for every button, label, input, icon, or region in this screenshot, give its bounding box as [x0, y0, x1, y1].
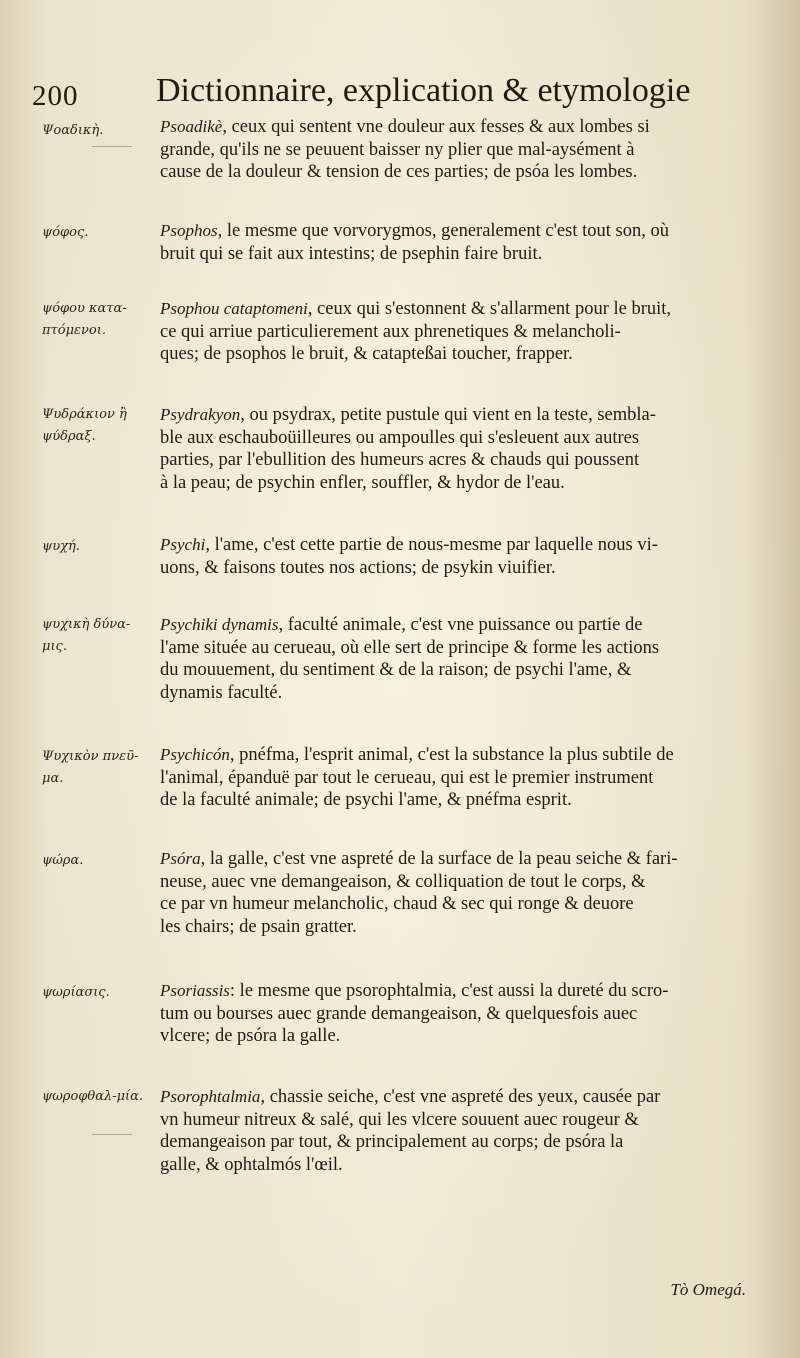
definition-line: Psychiki dynamis, faculté animale, c'est vne puissance ou partie de	[160, 615, 643, 635]
definition-line: dynamis faculté.	[160, 682, 283, 703]
definition-line: parties, par l'ebullition des humeurs acres & chauds qui poussent	[160, 450, 640, 470]
definition-line: vlcere; de psóra la galle.	[160, 1026, 341, 1046]
entry-definition	[160, 614, 752, 704]
greek-term: ψόφου κατα-πτόμενοι.	[42, 301, 127, 338]
headword: Psóra	[160, 849, 201, 868]
greek-term: Ψυχικὸν πνεῦ-μα.	[42, 749, 139, 786]
entry-definition	[160, 404, 752, 494]
entry-definition	[160, 534, 752, 579]
definition-line: du mouuement, du sentiment & de la raison; de psychi l'ame, &	[160, 660, 632, 680]
page-number: 200	[32, 80, 79, 112]
definition-line: neuse, auec vne demangeaison, & colliquation de tout le corps, &	[160, 871, 646, 892]
definition-line: ble aux eschauboüilleures ou ampoulles qui s'esleuent aux autres	[160, 427, 640, 448]
definition-line: ce qui arriue particulierement aux phrenetiques & melancholi-	[160, 321, 621, 342]
definition-line: Psophos, le mesme que vorvorygmos, generalement c'est tout son, où	[160, 221, 669, 241]
greek-term: ψώρα.	[42, 853, 84, 868]
definition-line: ce par vn humeur melancholic, chaud & sec qui ronge & deuore	[160, 894, 634, 914]
definition-line: uons, & faisons toutes nos actions; de psykin viuifier.	[160, 557, 556, 578]
greek-term: Ψυδράκιον ἢ ψύδραξ.	[42, 407, 127, 444]
definition-line: Psoriassis: le mesme que psorophtalmia, c'est aussi la dureté du scro-	[160, 981, 669, 1001]
definition-line: à la peau; de psychin enfler, souffler, & hydor de l'eau.	[160, 472, 565, 493]
definition-line: galle, & ophtalmós l'œil.	[160, 1154, 343, 1175]
headword: Psophos	[160, 221, 218, 240]
headword: Psoadikè	[160, 117, 223, 136]
definition-line: cause de la douleur & tension de ces parties; de psóa les lombes.	[160, 162, 638, 182]
greek-term: ψωροφθαλ-μία.	[42, 1089, 144, 1104]
definition-line: Psophou cataptomeni, ceux qui s'estonnent & s'allarment pour le bruit,	[160, 299, 672, 319]
catchword: Tò Omegá.	[670, 1280, 746, 1299]
definition-line: Psoadikè, ceux qui sentent vne douleur aux fesses & aux lombes si	[160, 117, 650, 137]
definition-line: Psychi, l'ame, c'est cette partie de nous-mesme par laquelle nous vi-	[160, 535, 658, 555]
headword: Psydrakyon	[160, 405, 241, 424]
definition-line: les chairs; de psain gratter.	[160, 916, 357, 937]
greek-term: Ψοαδικὴ.	[42, 123, 104, 138]
headword: Psychiki dynamis	[160, 615, 279, 634]
greek-term: ψόφος.	[42, 225, 89, 240]
entry-definition	[160, 744, 752, 812]
entry-definition	[160, 848, 752, 938]
definition-line: de la faculté animale; de psychi l'ame, & pnéfma esprit.	[160, 790, 572, 810]
page-header	[32, 72, 732, 116]
headword: Psophou cataptomeni	[160, 299, 308, 318]
definition-line: ques; de psophos le bruit, & catapteßai toucher, frapper.	[160, 344, 573, 364]
headword: Psoriassis	[160, 981, 230, 1000]
definition-line: vn humeur nitreux & salé, qui les vlcere souuent auec rougeur &	[160, 1109, 639, 1130]
definition-line: Psóra, la galle, c'est vne aspreté de la surface de la peau seiche & fari-	[160, 849, 678, 869]
headword: Psorophtalmia	[160, 1087, 261, 1106]
definition-line: grande, qu'ils ne se peuuent baisser ny plier que mal-aysément à	[160, 139, 635, 160]
greek-term: ψωρίασις.	[42, 985, 110, 1000]
entry-definition	[160, 1086, 752, 1176]
definition-line: l'ame située au cerueau, où elle sert de principe & forme les actions	[160, 637, 660, 658]
definition-line: l'animal, épanduë par tout le cerueau, qui est le premier instrument	[160, 767, 654, 788]
definition-line: Psychicón, pnéfma, l'esprit animal, c'est la substance la plus subtile de	[160, 745, 674, 765]
running-title: Dictionnaire, explication & etymologie	[156, 72, 691, 109]
entry-definition	[160, 220, 752, 265]
margin-rule	[92, 1134, 132, 1135]
definition-line: Psydrakyon, ou psydrax, petite pustule qui vient en la teste, sembla-	[160, 405, 656, 425]
headword: Psychi	[160, 535, 206, 554]
greek-term: ψυχή.	[42, 539, 80, 554]
entry-definition	[160, 298, 752, 366]
definition-line: Psorophtalmia, chassie seiche, c'est vne aspreté des yeux, causée par	[160, 1087, 661, 1107]
definition-line: demangeaison par tout, & principalement au corps; de psóra la	[160, 1132, 624, 1152]
definition-line: bruit qui se fait aux intestins; de psephin faire bruit.	[160, 243, 543, 264]
margin-rule	[92, 146, 132, 147]
greek-term: ψυχικὴ δύνα-μις.	[42, 617, 131, 654]
entry-definition	[160, 116, 752, 184]
headword: Psychicón	[160, 745, 230, 764]
entry-definition	[160, 980, 752, 1048]
definition-line: tum ou bourses auec grande demangeaison, & quelquesfois auec	[160, 1003, 638, 1024]
